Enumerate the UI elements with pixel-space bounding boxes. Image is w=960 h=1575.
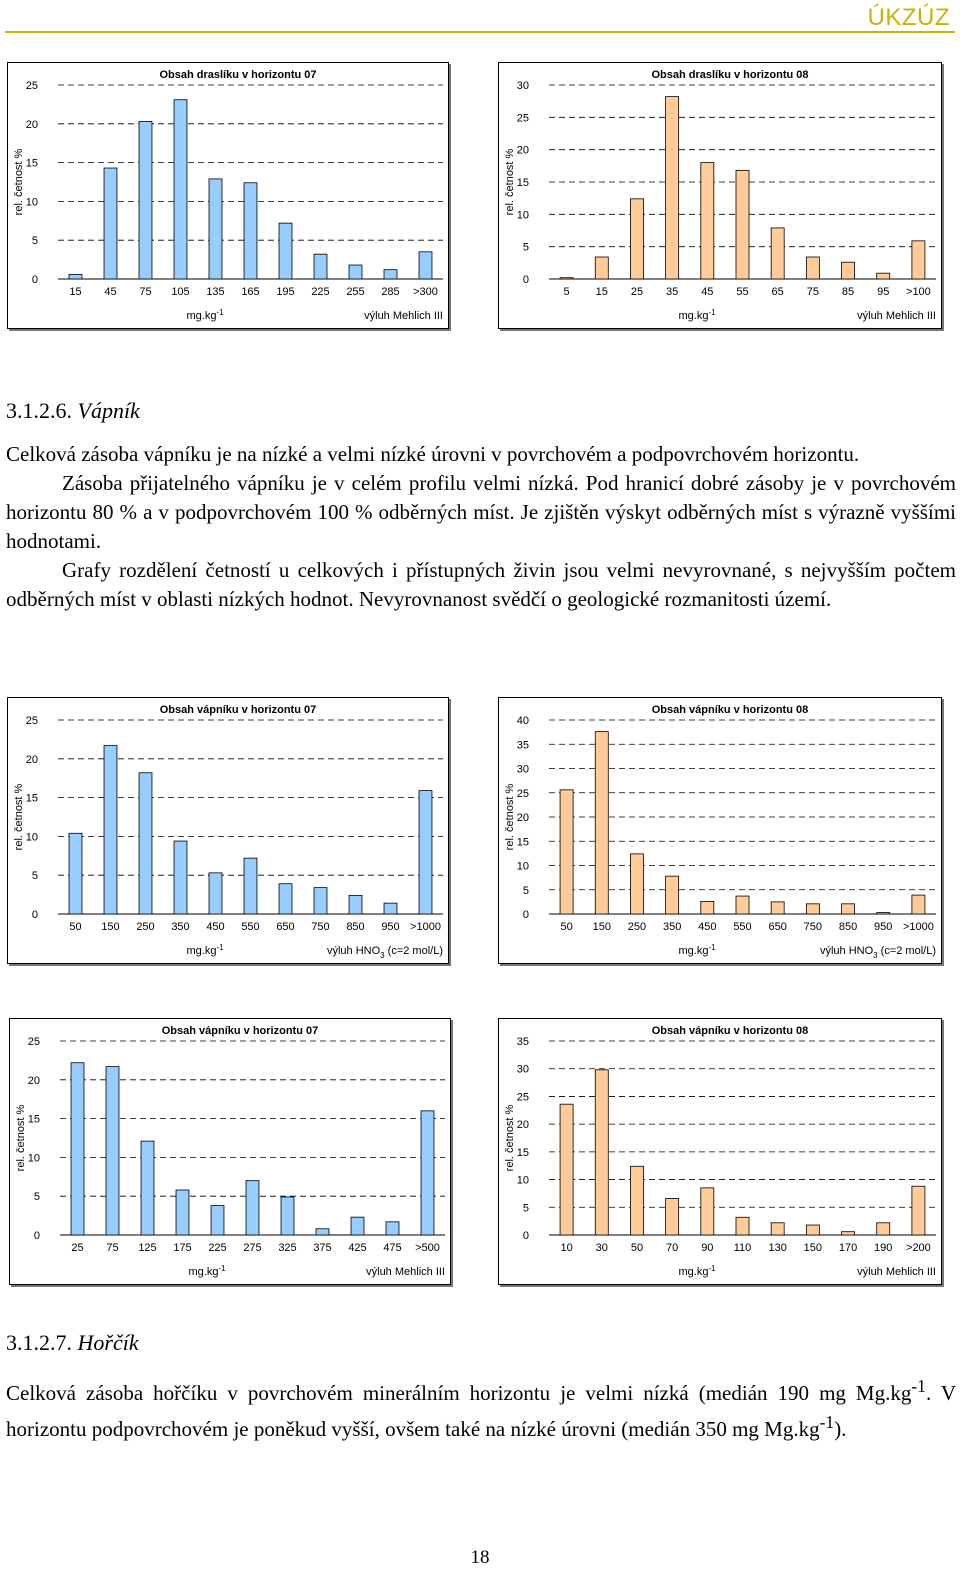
x-tick-label: 450	[698, 921, 717, 933]
x-tick-label: 75	[139, 286, 152, 298]
bar	[771, 902, 784, 914]
bar	[209, 179, 222, 279]
x-tick-label: 650	[276, 921, 295, 933]
x-tick-label: 150	[592, 921, 611, 933]
y-tick-label: 15	[25, 157, 38, 170]
y-tick-label: 10	[27, 1152, 40, 1165]
bar	[736, 1217, 749, 1235]
y-tick-label: 10	[25, 196, 38, 209]
chart-svg	[499, 1019, 941, 1284]
x-tick-label: 70	[666, 1242, 679, 1254]
x-tick-label: 45	[701, 286, 714, 298]
y-tick-label: 25	[516, 787, 529, 800]
section-title-horcik	[6, 1330, 139, 1356]
bar	[771, 228, 784, 279]
y-tick-label: 15	[25, 792, 38, 805]
text-run: Celková zásoba hořčíku v povrchovém minerálním horizontu je velmi nízká (medián 190 mg Mg.kg	[6, 1381, 912, 1405]
x-tick-label: 135	[206, 286, 225, 298]
y-tick-label: 0	[31, 274, 38, 286]
section-text-vapnik	[6, 440, 956, 614]
x-tick-label: 55	[736, 286, 749, 298]
superscript: -1	[819, 1412, 835, 1432]
y-tick-label: 20	[516, 812, 529, 824]
x-tick-label: 165	[241, 286, 260, 298]
x-tick-label: 425	[348, 1242, 367, 1254]
x-tick-label: 150	[101, 921, 120, 933]
chart-title: Obsah vápníku v horizontu 07	[161, 1025, 319, 1037]
section-text-horcik	[6, 1372, 956, 1444]
x-tick-label: 50	[630, 1242, 644, 1254]
x-tick-label: 45	[104, 286, 117, 298]
section-title-vapnik	[6, 398, 140, 424]
y-tick-label: 5	[522, 241, 529, 254]
x-tick-label: 750	[803, 921, 823, 933]
bar	[104, 168, 117, 279]
bar	[842, 262, 855, 279]
bar	[701, 1188, 714, 1235]
section-heading: Vápník	[77, 398, 140, 423]
bar	[666, 876, 679, 914]
bar	[69, 274, 82, 279]
y-axis-label: rel. četnost %	[504, 783, 516, 851]
y-tick-label: 40	[516, 715, 529, 727]
extraction-label: výluh $HNO_3$ (c=2 mol/L)	[819, 945, 936, 960]
extraction-label: výluh Mehlich III	[366, 1266, 445, 1278]
bar	[246, 1181, 259, 1235]
chart-title: Obsah vápníku v horizontu 07	[159, 704, 317, 716]
x-tick-label: 275	[243, 1242, 262, 1254]
y-tick-label: 25	[516, 1091, 529, 1104]
bar	[630, 199, 643, 279]
x-tick-label: 250	[627, 921, 647, 933]
x-axis-label: $mg.kg^{-1}$	[678, 1264, 716, 1278]
y-tick-label: 20	[25, 118, 38, 131]
x-tick-label: 350	[171, 921, 190, 933]
bar	[877, 1223, 890, 1235]
bar	[139, 121, 152, 279]
x-tick-label: >500	[415, 1242, 440, 1254]
x-tick-label: 50	[560, 921, 573, 933]
x-tick-label: 195	[276, 286, 295, 298]
x-tick-label: 255	[346, 286, 365, 298]
bar	[806, 904, 819, 914]
header-brand: ÚKZÚZ	[867, 4, 950, 31]
y-tick-label: 30	[516, 763, 529, 776]
x-tick-label: >1000	[410, 921, 441, 933]
bar	[595, 1070, 608, 1235]
bar	[279, 223, 292, 279]
bar	[666, 97, 679, 279]
x-tick-label: 350	[662, 921, 682, 933]
x-tick-label: 375	[313, 1242, 332, 1254]
y-tick-label: 5	[31, 870, 38, 883]
x-tick-label: 130	[768, 1242, 787, 1254]
bar	[419, 252, 432, 279]
y-tick-label: 20	[27, 1074, 40, 1087]
bar	[349, 895, 362, 914]
x-tick-label: 225	[208, 1242, 227, 1254]
chart-title: Obsah vápníku v horizontu 08	[651, 704, 809, 716]
x-tick-label: 170	[838, 1242, 858, 1254]
bar	[211, 1206, 224, 1235]
section-number: 3.1.2.6.	[6, 398, 72, 423]
y-tick-label: 30	[516, 1063, 529, 1076]
y-tick-label: 15	[27, 1113, 40, 1126]
chart-potassium-h08	[498, 62, 942, 329]
bar	[842, 904, 855, 914]
y-tick-label: 15	[516, 177, 529, 189]
bar	[139, 773, 152, 914]
bar	[279, 884, 292, 914]
extraction-label: výluh $HNO_3$ (c=2 mol/L)	[326, 945, 443, 960]
x-tick-label: 950	[381, 921, 400, 933]
x-tick-label: 250	[136, 921, 155, 933]
bar	[842, 1232, 855, 1235]
bar	[314, 888, 327, 914]
chart-svg	[499, 698, 941, 963]
y-axis-label: rel. četnost %	[504, 1104, 516, 1172]
chart-potassium-h07	[7, 62, 449, 329]
bar	[666, 1198, 679, 1235]
x-tick-label: 75	[806, 286, 819, 298]
bar	[912, 895, 925, 914]
x-tick-label: 325	[278, 1242, 297, 1254]
y-axis-label: rel. četnost %	[13, 783, 25, 851]
bar	[384, 903, 397, 914]
y-tick-label: 35	[516, 739, 529, 752]
y-tick-label: 10	[516, 209, 529, 222]
bar	[244, 858, 257, 914]
x-tick-label: 95	[877, 286, 890, 298]
x-tick-label: 550	[733, 921, 752, 933]
y-tick-label: 5	[522, 1202, 529, 1215]
bar	[595, 257, 608, 279]
x-tick-label: 850	[346, 921, 365, 933]
paragraph: Zásoba přijatelného vápníku je v celém profilu velmi nízká. Pod hranicí dobré zásoby je v povrchovém horizontu 80 % a v podpovrchovém 100 % odběrných míst. Je zjištěn výskyt odběrných míst s výrazně vyššími hodnotami.	[6, 471, 956, 553]
bar	[69, 833, 82, 914]
bar	[209, 873, 222, 914]
header-rule	[5, 31, 955, 33]
chart-calcium-total-h08	[498, 697, 942, 964]
x-tick-label: >1000	[902, 921, 934, 933]
bar	[806, 1225, 819, 1235]
y-tick-label: 25	[27, 1036, 40, 1048]
x-tick-label: 25	[630, 286, 644, 298]
bar	[595, 732, 608, 914]
x-tick-label: 110	[733, 1242, 752, 1254]
bar	[630, 1166, 643, 1235]
chart-calcium-available-h08	[498, 1018, 942, 1285]
chart-svg	[8, 63, 448, 328]
section-number: 3.1.2.7.	[6, 1330, 72, 1355]
x-tick-label: 15	[69, 286, 82, 298]
chart-svg	[8, 698, 448, 963]
y-axis-label: rel. četnost %	[15, 1104, 27, 1172]
superscript: -1	[911, 1376, 926, 1396]
x-tick-label: 950	[874, 921, 893, 933]
bar	[104, 746, 117, 914]
y-tick-label: 5	[31, 235, 38, 248]
bar	[419, 791, 432, 914]
bar	[386, 1222, 399, 1235]
x-axis-label: $mg.kg^{-1}$	[186, 308, 224, 322]
x-tick-label: 850	[838, 921, 858, 933]
x-tick-label: 10	[560, 1242, 573, 1254]
x-tick-label: 175	[173, 1242, 192, 1254]
x-axis-label: $mg.kg^{-1}$	[188, 1264, 226, 1278]
bar	[384, 270, 397, 279]
bar	[912, 1186, 925, 1235]
bar	[736, 170, 749, 279]
x-tick-label: 35	[666, 286, 679, 298]
y-tick-label: 10	[25, 831, 38, 844]
x-axis-label: $mg.kg^{-1}$	[678, 308, 716, 322]
paragraph	[6, 1372, 956, 1444]
y-tick-label: 20	[516, 144, 529, 157]
bar	[244, 183, 257, 279]
x-tick-label: 225	[311, 286, 330, 298]
page-number: 18	[470, 1547, 490, 1568]
y-tick-label: 35	[516, 1036, 529, 1048]
bar	[877, 273, 890, 279]
y-axis-label: rel. četnost %	[13, 148, 25, 216]
extraction-label: výluh Mehlich III	[857, 1266, 936, 1278]
bar	[349, 265, 362, 279]
y-tick-label: 25	[516, 112, 529, 125]
x-tick-label: 475	[383, 1242, 402, 1254]
x-tick-label: 105	[171, 286, 190, 298]
y-tick-label: 5	[522, 884, 529, 897]
y-tick-label: 0	[31, 909, 38, 921]
chart-title: Obsah vápníku v horizontu 08	[651, 1025, 809, 1037]
y-tick-label: 0	[33, 1230, 40, 1242]
y-axis-label: rel. četnost %	[504, 148, 516, 216]
bar	[912, 241, 925, 279]
bar	[316, 1229, 329, 1235]
x-tick-label: 5	[563, 286, 570, 298]
bar	[314, 254, 327, 279]
x-tick-label: 65	[771, 286, 784, 298]
x-axis-label: $mg.kg^{-1}$	[186, 943, 224, 957]
bar	[560, 790, 573, 914]
section-heading: Hořčík	[77, 1330, 139, 1355]
paragraph: Grafy rozdělení četností u celkových i přístupných živin jsou velmi nevyrovnané, s nejvyšším počtem odběrných míst v oblasti nízkých hodnot. Nevyrovnanost svědčí o geologické rozmanitosti území.	[6, 558, 956, 611]
x-tick-label: 15	[595, 286, 608, 298]
bar	[560, 1104, 573, 1235]
x-tick-label: >200	[906, 1242, 931, 1254]
y-tick-label: 10	[516, 1174, 529, 1187]
y-tick-label: 5	[33, 1191, 40, 1204]
text-run: ).	[834, 1417, 847, 1441]
bar	[351, 1217, 364, 1235]
y-tick-label: 15	[516, 1146, 529, 1159]
x-tick-label: 285	[381, 286, 400, 298]
bar	[771, 1223, 784, 1235]
y-tick-label: 10	[516, 860, 529, 873]
x-tick-label: 75	[106, 1242, 119, 1254]
bar	[421, 1111, 434, 1235]
chart-calcium-available-h07	[9, 1018, 451, 1285]
x-axis-label: $mg.kg^{-1}$	[678, 943, 716, 957]
bar	[630, 854, 643, 914]
x-tick-label: 550	[241, 921, 260, 933]
chart-calcium-total-h07	[7, 697, 449, 964]
x-tick-label: 650	[768, 921, 787, 933]
x-tick-label: 450	[206, 921, 225, 933]
bar	[174, 841, 187, 914]
y-tick-label: 25	[25, 80, 38, 92]
chart-title: Obsah draslíku v horizontu 07	[159, 69, 317, 81]
x-tick-label: 50	[69, 921, 82, 933]
bar	[174, 100, 187, 279]
x-tick-label: 90	[701, 1242, 714, 1254]
y-tick-label: 30	[516, 80, 529, 92]
x-tick-label: >100	[906, 286, 931, 298]
chart-svg	[10, 1019, 450, 1284]
x-tick-label: >300	[413, 286, 438, 298]
bar	[71, 1063, 84, 1235]
y-tick-label: 25	[25, 715, 38, 727]
y-tick-label: 0	[522, 909, 529, 921]
x-tick-label: 750	[311, 921, 330, 933]
bar	[877, 913, 890, 914]
bar	[701, 901, 714, 914]
y-tick-label: 0	[522, 1230, 529, 1242]
bar	[106, 1067, 119, 1235]
y-tick-label: 15	[516, 836, 529, 849]
x-tick-label: 30	[595, 1242, 608, 1254]
x-tick-label: 85	[841, 286, 855, 298]
extraction-label: výluh Mehlich III	[857, 310, 936, 322]
x-tick-label: 190	[874, 1242, 893, 1254]
bar	[560, 278, 573, 279]
x-tick-label: 125	[138, 1242, 157, 1254]
chart-title: Obsah draslíku v horizontu 08	[651, 69, 809, 81]
bar	[806, 257, 819, 279]
x-tick-label: 150	[803, 1242, 823, 1254]
bar	[736, 896, 749, 914]
text-run: . V horizontu podpovrchovém je poněkud vyšší, ovšem také na nízké úrovni (medián 350 mg Mg.kg	[6, 1381, 956, 1441]
bar	[281, 1197, 294, 1235]
chart-svg	[499, 63, 941, 328]
bar	[176, 1190, 189, 1235]
y-tick-label: 0	[522, 274, 529, 286]
bar	[701, 163, 714, 279]
y-tick-label: 20	[25, 753, 38, 766]
y-tick-label: 20	[516, 1119, 529, 1132]
bar	[141, 1141, 154, 1235]
extraction-label: výluh Mehlich III	[364, 310, 443, 322]
paragraph: Celková zásoba vápníku je na nízké a velmi nízké úrovni v povrchovém a podpovrchovém horizontu.	[6, 442, 860, 466]
x-tick-label: 25	[71, 1242, 84, 1254]
